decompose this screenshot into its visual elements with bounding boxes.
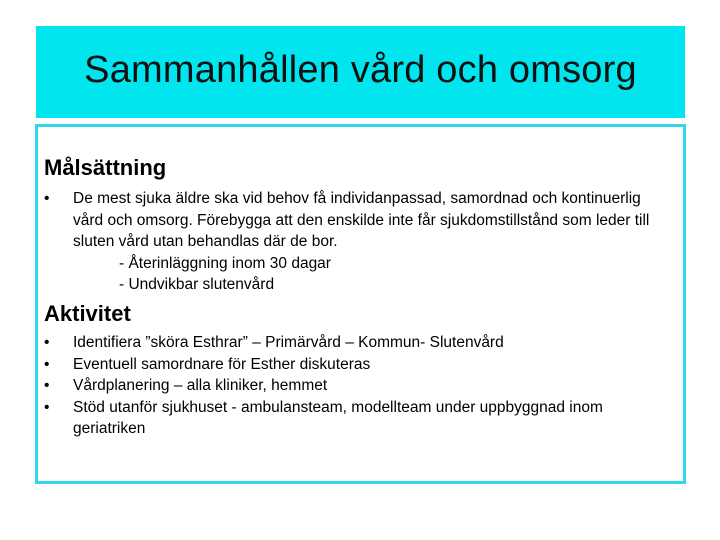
sub-item: - Undvikbar slutenvård: [119, 276, 275, 293]
list-item: [44, 188, 669, 296]
content-panel: [35, 124, 686, 484]
bullet-text: Vårdplanering – alla kliniker, hemmet: [73, 377, 328, 394]
list-item: [44, 332, 669, 354]
section-heading-malsattning: Målsättning: [44, 155, 167, 180]
bullet-icon: •: [44, 377, 50, 394]
aktivitet-list: [44, 332, 669, 440]
bullet-icon: •: [44, 398, 50, 416]
bullet-text: Eventuell samordnare för Esther diskuteras: [73, 355, 371, 373]
title-banner: [36, 26, 685, 118]
slide-title: Sammanhållen vård och omsorg: [84, 48, 637, 91]
bullet-icon: •: [44, 190, 50, 207]
malsattning-list: [44, 188, 669, 296]
bullet-icon: •: [44, 334, 50, 351]
list-item: [44, 354, 669, 376]
section-heading-aktivitet: Aktivitet: [44, 301, 131, 326]
bullet-text: Stöd utanför sjukhuset - ambulansteam, modellteam under uppbyggnad inom geriatriken: [73, 398, 603, 437]
bullet-icon: •: [44, 355, 50, 373]
list-item: [44, 397, 669, 440]
bullet-text: De mest sjuka äldre ska vid behov få individanpassad, samordnad och kontinuerlig vård och omsorg. Förebygga att den enskilde inte får sjukdomstillstånd som leder till sluten vård utan behandlas där de bor.: [73, 190, 650, 250]
bullet-text: Identifiera ”sköra Esthrar” – Primärvård – Kommun- Slutenvård: [73, 334, 504, 351]
sub-item: - Återinläggning inom 30 dagar: [119, 254, 331, 272]
list-item: [44, 375, 669, 397]
